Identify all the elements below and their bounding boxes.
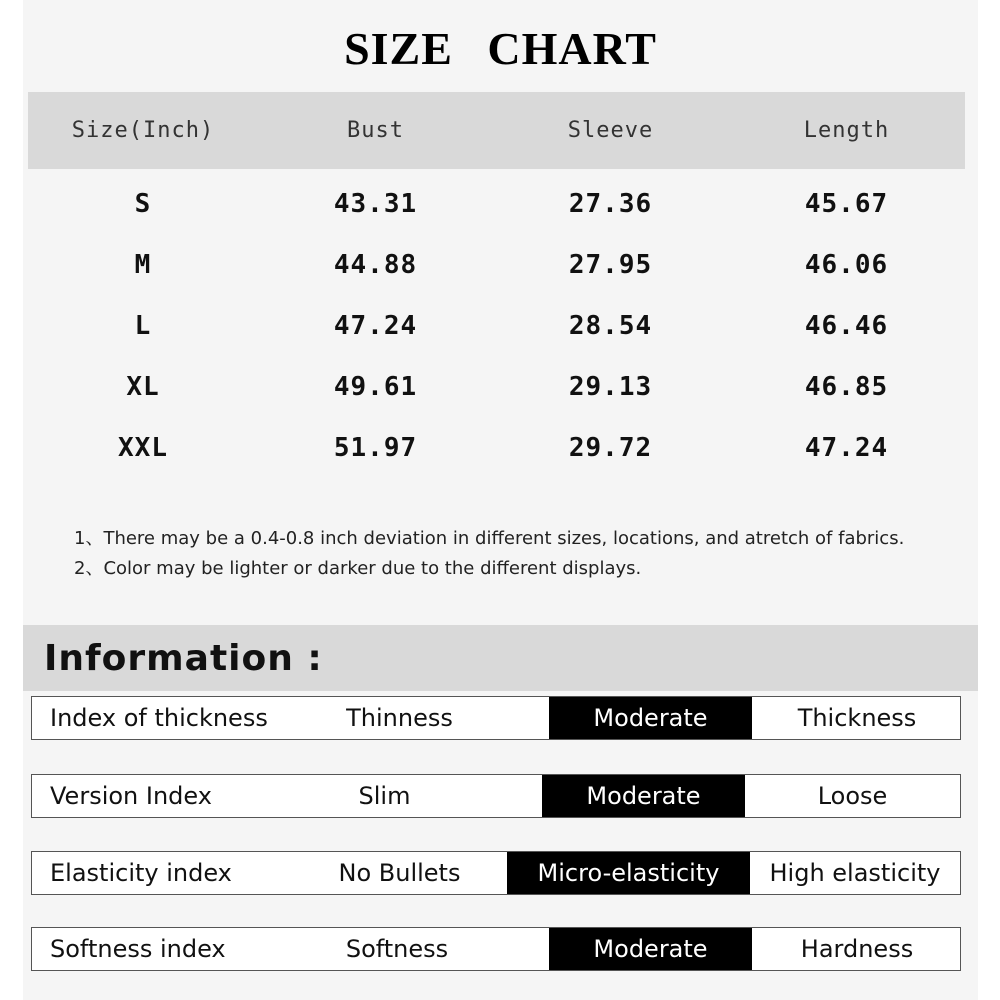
- sleeve-cell: 29.13: [568, 371, 653, 402]
- header-length: Length: [803, 118, 890, 143]
- option-high-elasticity: High elasticity: [769, 859, 941, 887]
- header-size: Size(Inch): [71, 118, 215, 143]
- table-row: [28, 173, 965, 234]
- sleeve-cell: 29.72: [568, 432, 653, 463]
- option-loose: Loose: [817, 782, 888, 810]
- option-thinness: Thinness: [346, 704, 453, 732]
- table-row: [28, 356, 965, 417]
- page-title: SIZE CHART: [344, 23, 657, 74]
- information-title: Information :: [44, 638, 323, 679]
- option-no-bullets: No Bullets: [338, 859, 461, 887]
- bust-cell: 51.97: [333, 432, 418, 463]
- option-hardness: Hardness: [800, 935, 914, 963]
- info-row-softness: [31, 927, 961, 971]
- info-row-label: Index of thickness: [50, 704, 268, 732]
- option-moderate-selected: Moderate: [549, 697, 752, 739]
- length-cell: 45.67: [804, 188, 889, 219]
- info-row-version: [31, 774, 961, 818]
- size-table-header: [28, 92, 965, 169]
- length-cell: 47.24: [804, 432, 889, 463]
- size-table: [28, 92, 965, 478]
- size-cell: M: [134, 249, 152, 280]
- length-cell: 46.06: [804, 249, 889, 280]
- size-table-body: [28, 169, 965, 478]
- option-thickness: Thickness: [797, 704, 917, 732]
- option-moderate-selected: Moderate: [542, 775, 745, 817]
- sleeve-cell: 28.54: [568, 310, 653, 341]
- info-row-label: Version Index: [50, 782, 212, 810]
- info-row-label: Elasticity index: [50, 859, 232, 887]
- sleeve-cell: 27.95: [568, 249, 653, 280]
- bust-cell: 43.31: [333, 188, 418, 219]
- option-moderate-selected: Moderate: [549, 928, 752, 970]
- table-row: [28, 417, 965, 478]
- info-row-elasticity: [31, 851, 961, 895]
- size-cell: L: [134, 310, 152, 341]
- option-softness: Softness: [345, 935, 449, 963]
- table-row: [28, 234, 965, 295]
- length-cell: 46.46: [804, 310, 889, 341]
- bust-cell: 47.24: [333, 310, 418, 341]
- info-row-thickness: [31, 696, 961, 740]
- note-color: 2、Color may be lighter or darker due to the different displays.: [74, 558, 642, 579]
- option-slim: Slim: [358, 782, 411, 810]
- sleeve-cell: 27.36: [568, 188, 653, 219]
- info-row-label: Softness index: [50, 935, 226, 963]
- size-cell: XL: [126, 371, 160, 402]
- bust-cell: 44.88: [333, 249, 418, 280]
- table-row: [28, 295, 965, 356]
- option-micro-elasticity-selected: Micro-elasticity: [507, 852, 750, 894]
- note-deviation: 1、There may be a 0.4-0.8 inch deviation in different sizes, locations, and atretch of fabrics.: [74, 528, 905, 549]
- notes: [74, 524, 904, 584]
- length-cell: 46.85: [804, 371, 889, 402]
- size-cell: S: [134, 188, 152, 219]
- header-sleeve: Sleeve: [567, 118, 654, 143]
- size-cell: XXL: [118, 432, 168, 463]
- bust-cell: 49.61: [333, 371, 418, 402]
- header-bust: Bust: [347, 118, 404, 143]
